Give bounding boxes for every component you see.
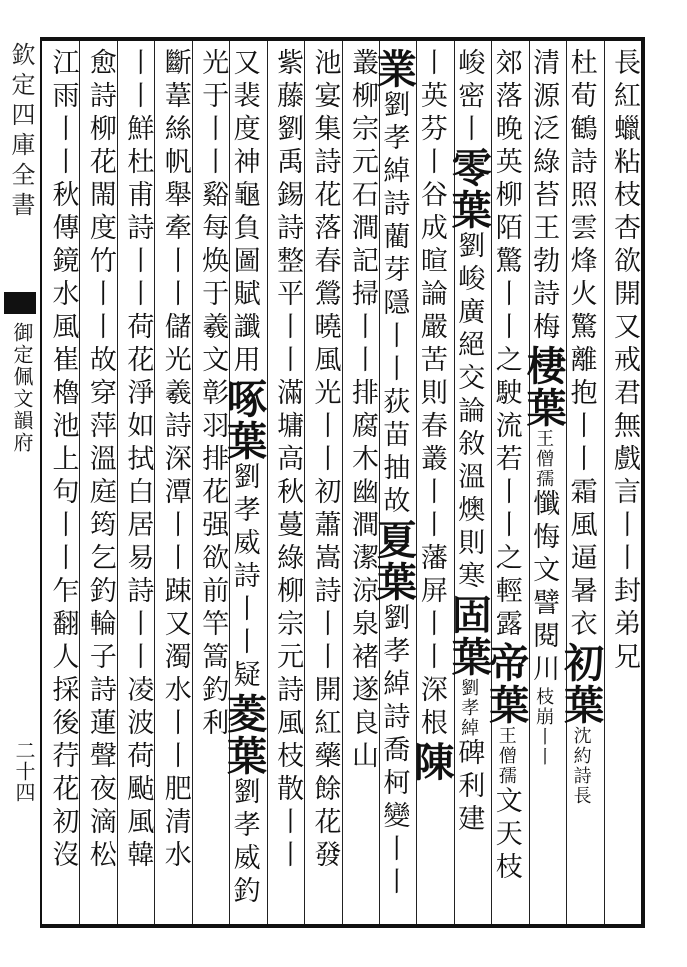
column-text: 江雨丨丨秋傳鏡水風崔櫓池上句丨丨乍翻人採後荇花初沒	[47, 48, 79, 873]
column-text: 郊落晚英柳陌驚丨丨之駛流若丨丨之輕露	[490, 48, 522, 642]
small-note: 王僧孺	[495, 726, 517, 786]
column-rule	[117, 41, 118, 924]
text-column	[482, 48, 530, 920]
column-text: 清源泛綠苔王勃詩梅	[528, 48, 560, 345]
frame-left-border	[40, 37, 42, 928]
column-rule	[267, 41, 268, 924]
text-column	[120, 48, 154, 920]
column-text: 劉孝威詩丨丨疑	[228, 462, 260, 693]
headword: 陳	[407, 741, 455, 783]
text-column	[370, 48, 418, 920]
column-text: 丨英芬丨谷成暄論嚴苦則春叢丨丨藩屏丨丨深根	[415, 48, 447, 741]
column-text: 杜荀鶴詩照雲烽火驚離抱丨丨霜風逼暑衣	[565, 48, 597, 642]
column-text: 峻密丨	[453, 48, 485, 147]
column-rule	[304, 41, 305, 924]
column-text: 懺悔文譬閱川	[528, 489, 560, 687]
column-text: 紫藤劉禹錫詩整平丨丨滿墉高秋蔓綠柳宗元詩風枝散丨丨	[272, 48, 304, 873]
frame-bottom-border	[40, 924, 645, 928]
margin-book-title: 御定佩文韻府	[10, 322, 34, 454]
column-text: 文天枝	[490, 786, 522, 885]
text-column	[195, 48, 229, 920]
column-text: 叢柳宗元石澗記掃丨丨排腐木幽澗潔涼泉褚遂良山	[346, 48, 378, 774]
column-text: 劉孝威釣	[228, 777, 260, 909]
text-column	[270, 48, 304, 920]
small-note: 王僧孺	[533, 429, 555, 489]
headword: 啄葉	[220, 378, 268, 462]
headword: 初葉	[557, 642, 605, 726]
text-column	[607, 48, 638, 920]
text-column	[82, 48, 116, 920]
frame-top-border	[40, 37, 645, 41]
column-text: 劉孝綽詩喬柯變丨丨	[378, 603, 410, 900]
headword: 夏葉	[370, 519, 418, 603]
text-column	[445, 48, 493, 920]
column-text: 池宴集詩花落春鶯曉風光丨丨初蕭嵩詩丨丨開紅藥餘花發	[309, 48, 341, 873]
page-number: 二十四	[12, 740, 36, 803]
column-text: 碑利建	[453, 738, 485, 837]
column-text: 愈詩柳花閙度竹丨丨故穿萍溫庭筠乞釣輪子詩蓮聲夜滴松	[84, 48, 116, 873]
text-column	[45, 48, 79, 920]
text-column	[407, 48, 455, 920]
headword: 棲葉	[520, 345, 568, 429]
headword: 帝葉	[482, 642, 530, 726]
text-column	[157, 48, 191, 920]
column-text: 光于丨丨谿每焕于羲文彰羽排花强欲前竿篙釣利	[197, 48, 229, 741]
column-text: 劉孝綽詩藺芽隱丨丨荻苗抽故	[378, 90, 410, 519]
column-text: 丨丨鮮杜甫詩丨丨荷花淨如拭白居易詩丨丨凌波荷颭風韓	[122, 48, 154, 873]
column-rule	[192, 41, 193, 924]
headword: 固葉	[445, 594, 493, 678]
text-column	[307, 48, 341, 920]
frame-right-border	[641, 37, 645, 928]
column-rule	[154, 41, 155, 924]
small-note: 枝崩丨丨	[533, 687, 555, 767]
text-column	[220, 48, 268, 920]
text-column	[520, 48, 568, 920]
margin-title: 欽定四庫全書	[7, 42, 35, 222]
column-rule	[604, 41, 605, 924]
column-text: 劉峻廣絕交論敘溫燠則寒	[453, 231, 485, 594]
fish-tail-mark	[4, 292, 36, 314]
headword: 菱葉	[220, 693, 268, 777]
column-text: 長紅蠟粘枝杏欲開又戒君無戲言丨丨封弟兄	[609, 48, 640, 675]
column-text: 又裴度神龜負圖賦讖用	[228, 48, 260, 378]
small-note: 沈約詩長	[570, 726, 592, 806]
text-column	[345, 48, 376, 920]
headword: 零葉	[445, 147, 493, 231]
column-rule	[79, 41, 80, 924]
text-column	[557, 48, 605, 920]
headword: 業	[370, 48, 418, 90]
column-rule	[342, 41, 343, 924]
small-note: 劉孝綽	[458, 678, 480, 738]
column-text: 斷葦絲帆舉牽丨丨儲光羲詩深潭丨丨踈又濁水丨丨肥清水	[159, 48, 191, 873]
